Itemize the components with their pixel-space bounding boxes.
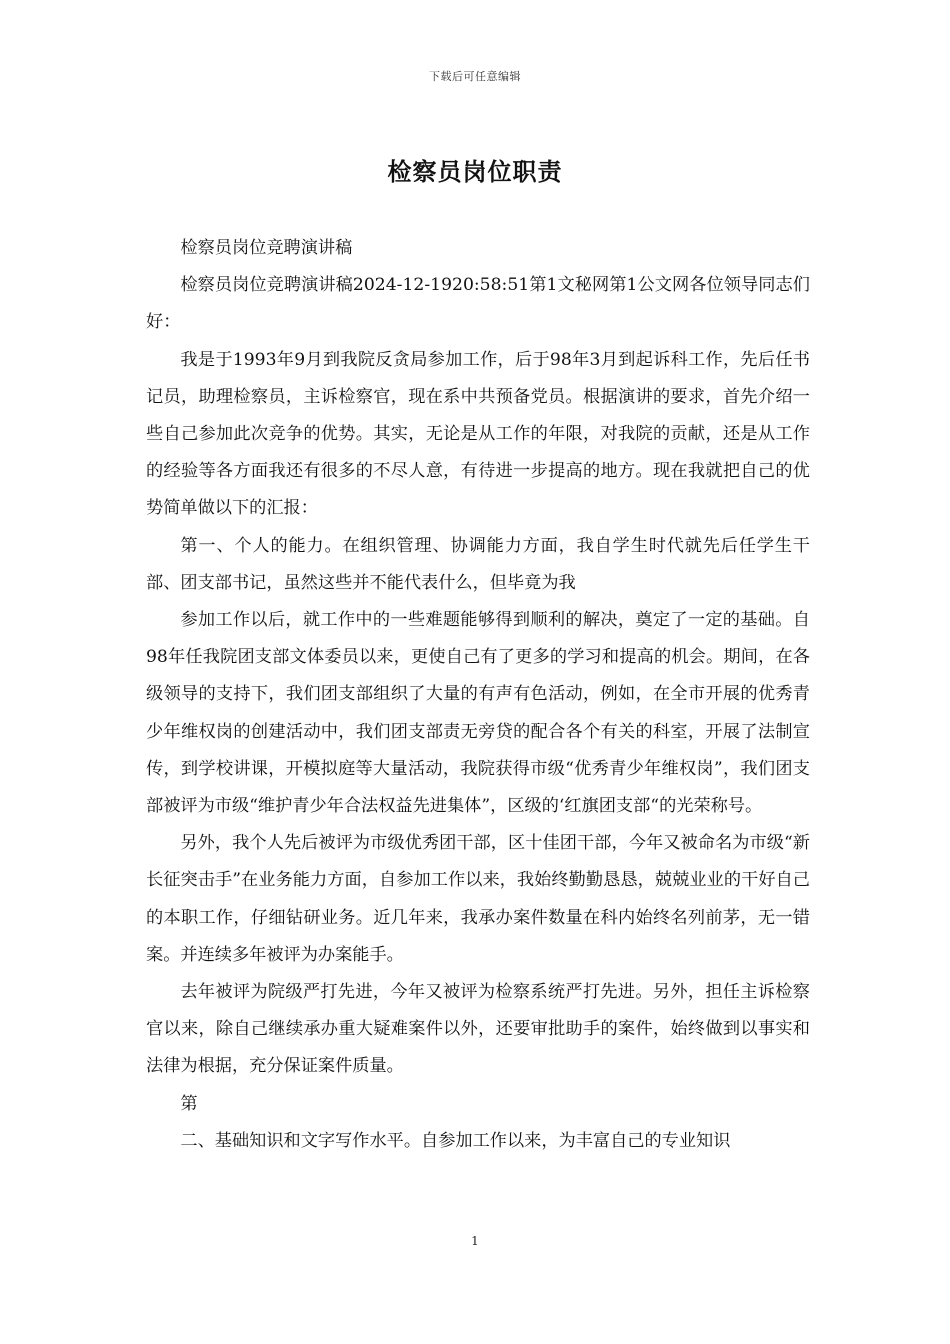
paragraph: 第一、个人的能力。在组织管理、协调能力方面，我自学生时代就先后任学生干部、团支部书记，虽然这些并不能代表什么，但毕竟为我 [146,535,810,593]
paragraph: 检察员岗位竞聘演讲稿 [180,238,353,258]
paragraph: 第 [180,1093,198,1114]
paragraph: 检察员岗位竞聘演讲稿2024-12-1920:58:51第1文秘网第1公文网各位领导同志们好： [146,275,810,333]
paragraph: 另外，我个人先后被评为市级优秀团干部，区十佳团干部，今年又被命名为市级“新长征突击手”在业务能力方面，自参加工作以来，我始终勤勤恳恳，兢兢业业的干好自己的本职工作，仔细钻研业务。近几年来，我承办案件数量在科内始终名列前茅，无一错案。并连续多年被评为办案能手。 [146,833,810,965]
paragraph: 二、基础知识和文字写作水平。自参加工作以来，为丰富自己的专业知识 [180,1130,731,1151]
page-number: 1 [471,1234,479,1248]
paragraph: 参加工作以后，就工作中的一些难题能够得到顺利的解决，奠定了一定的基础。自98年任我院团支部文体委员以来，更使自己有了更多的学习和提高的机会。期间，在各级领导的支持下，我们团支部组织了大量的有声有色活动，例如，在全市开展的优秀青少年维权岗的创建活动中，我们团支部责无旁贷的配合各个有关的科室，开展了法制宣传，到学校讲课，开模拟庭等大量活动，我院获得市级“优秀青少年维权岗”，我们团支部被评为市级“维护青少年合法权益先进集体”，区级的‘红旗团支部“的光荣称号。 [146,610,810,817]
document-body [146,230,810,1160]
document-title: 检察员岗位职责 [387,157,563,186]
page-header: 下载后可任意编辑 [429,70,521,83]
paragraph: 去年被评为院级严打先进，今年又被评为检察系统严打先进。另外，担任主诉检察官以来，除自己继续承办重大疑难案件以外，还要审批助手的案件，始终做到以事实和法律为根据，充分保证案件质量。 [146,982,810,1077]
paragraph: 我是于1993年9月到我院反贪局参加工作，后于98年3月到起诉科工作，先后任书记员，助理检察员，主诉检察官，现在系中共预备党员。根据演讲的要求，首先介绍一些自己参加此次竞争的优势。其实，无论是从工作的年限，对我院的贡献，还是从工作的经验等各方面我还有很多的不尽人意，有待进一步提高的地方。现在我就把自己的优势简单做以下的汇报： [146,349,810,519]
